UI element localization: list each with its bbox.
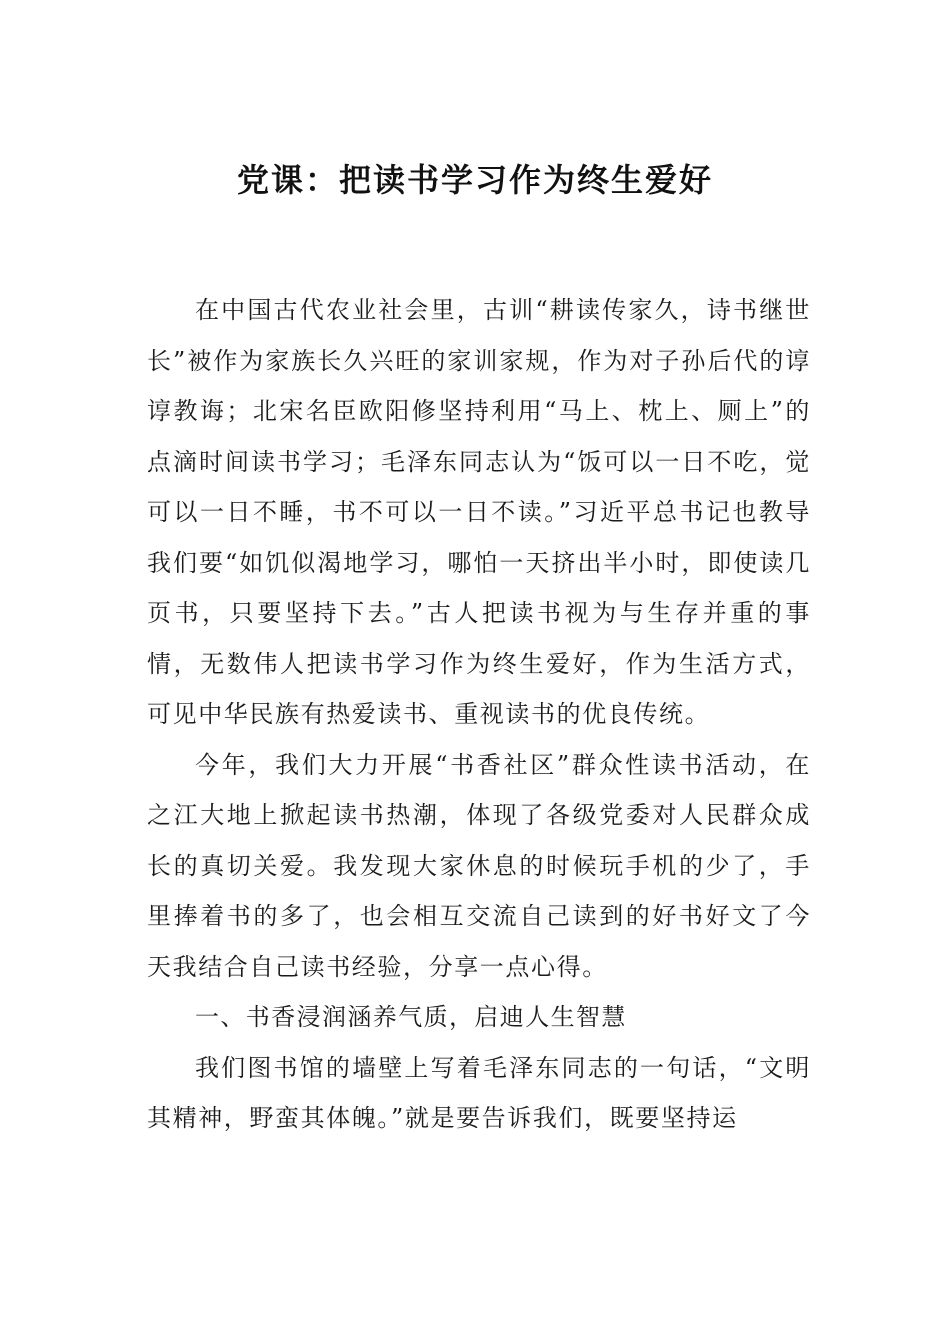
paragraph-intro: 在中国古代农业社会里，古训“耕读传家久，诗书继世长”被作为家族长久兴旺的家训家规，作为对子孙后代的谆谆教诲；北宋名臣欧阳修坚持利用“马上、枕上、厕上”的点滴时间读书学习；毛泽东同志认为“饭可以一日不吃，觉可以一日不睡，书不可以一日不读。”习近平总书记也教导我们要“如饥似渴地学习，哪怕一天挤出半小时，即使读几页书，只要坚持下去。”古人把读书视为与生存并重的事情，无数伟人把读书学习作为终生爱好，作为生活方式，可见中华民族有热爱读书、重视读书的优良传统。 bbox=[147, 296, 811, 728]
paragraph-section-1: 我们图书馆的墙壁上写着毛泽东同志的一句话，“文明其精神，野蛮其体魄。”就是要告诉我们，既要坚持运 bbox=[147, 1053, 811, 1132]
document-body bbox=[147, 285, 811, 1144]
document-title: 党课：把读书学习作为终生爱好 bbox=[236, 161, 713, 199]
section-heading-1: 一、书香浸润涵养气质，启迪人生智慧 bbox=[195, 1003, 627, 1031]
paragraph-activity: 今年，我们大力开展“书香社区”群众性读书活动，在之江大地上掀起读书热潮，体现了各级党委对人民群众成长的真切关爱。我发现大家休息的时候玩手机的少了，手里捧着书的多了，也会相互交流自己读到的好书好文了今天我结合自己读书经验，分享一点心得。 bbox=[147, 750, 811, 981]
